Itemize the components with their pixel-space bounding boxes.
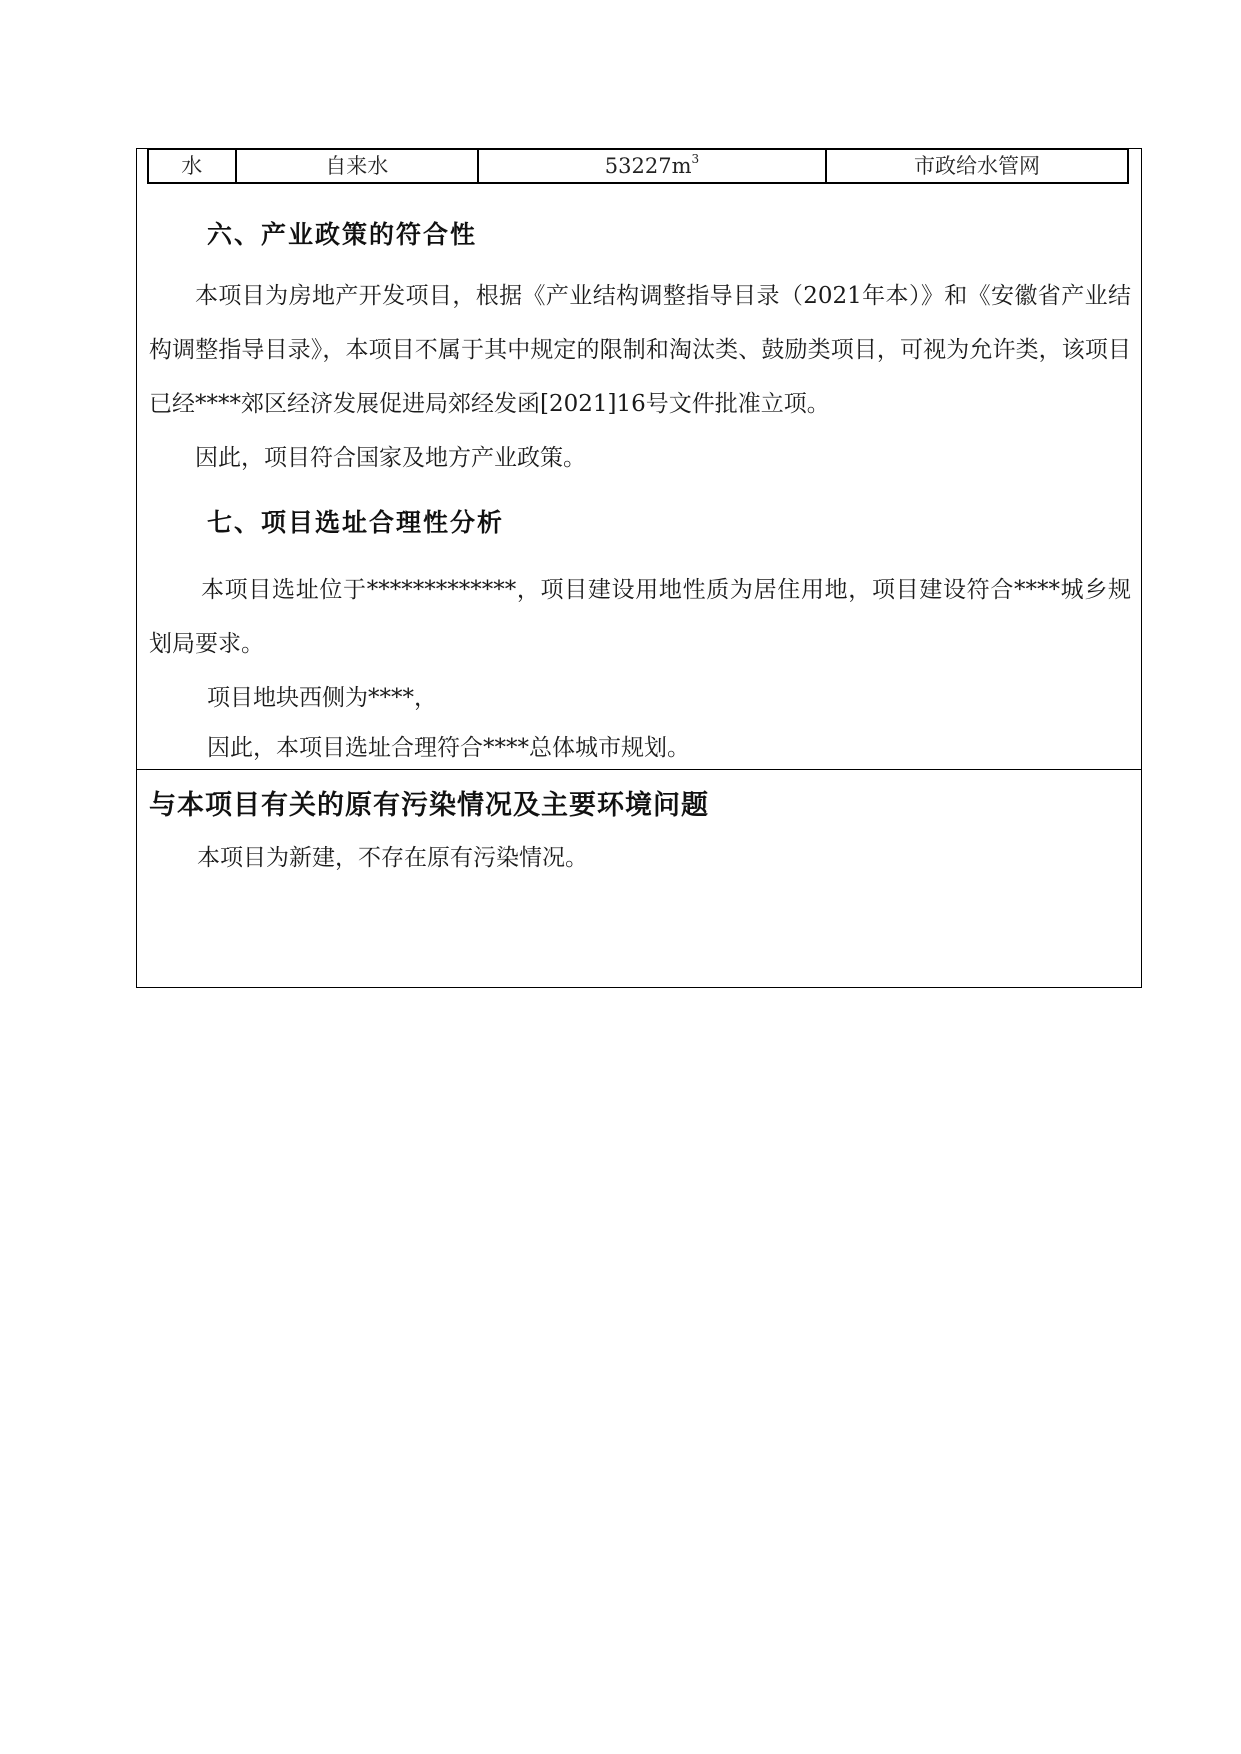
category-cell: 水 [148, 149, 236, 183]
section6-title: 六、产业政策的符合性 [207, 220, 478, 249]
section7-title: 七、项目选址合理性分析 [207, 508, 505, 537]
section6-paragraph [149, 269, 1131, 485]
amount-unit-sup: 3 [691, 152, 700, 166]
document-frame [136, 148, 1142, 988]
section6-para2: 因此，项目符合国家及地方产业政策。 [195, 445, 586, 471]
name-cell: 自来水 [236, 149, 478, 183]
section7-para3: 因此，本项目选址合理符合****总体城市规划。 [207, 735, 690, 761]
section-divider [137, 769, 1141, 770]
resource-table [147, 148, 1129, 184]
pollution-text: 本项目为新建，不存在原有污染情况。 [197, 845, 588, 871]
section7-para2: 项目地块西侧为****， [207, 685, 437, 711]
source-cell: 市政给水管网 [826, 149, 1128, 183]
pollution-title: 与本项目有关的原有污染情况及主要环境问题 [149, 790, 709, 821]
amount-cell [478, 149, 826, 183]
section7-para1: 本项目选址位于*************，项目建设用地性质为居住用地，项目建设符合****城乡规划局要求。 [149, 577, 1131, 657]
section6-para1: 本项目为房地产开发项目，根据《产业结构调整指导目录（2021年本）》和《安徽省产业结构调整指导目录》，本项目不属于其中规定的限制和淘汰类、鼓励类项目，可视为允许类，该项目已经****郊区经济发展促进局郊经发函[2021]16号文件批准立项。 [149, 283, 1131, 417]
amount-value: 53227m [604, 154, 692, 178]
table-row [148, 149, 1128, 183]
section7-paragraph [149, 563, 1131, 671]
